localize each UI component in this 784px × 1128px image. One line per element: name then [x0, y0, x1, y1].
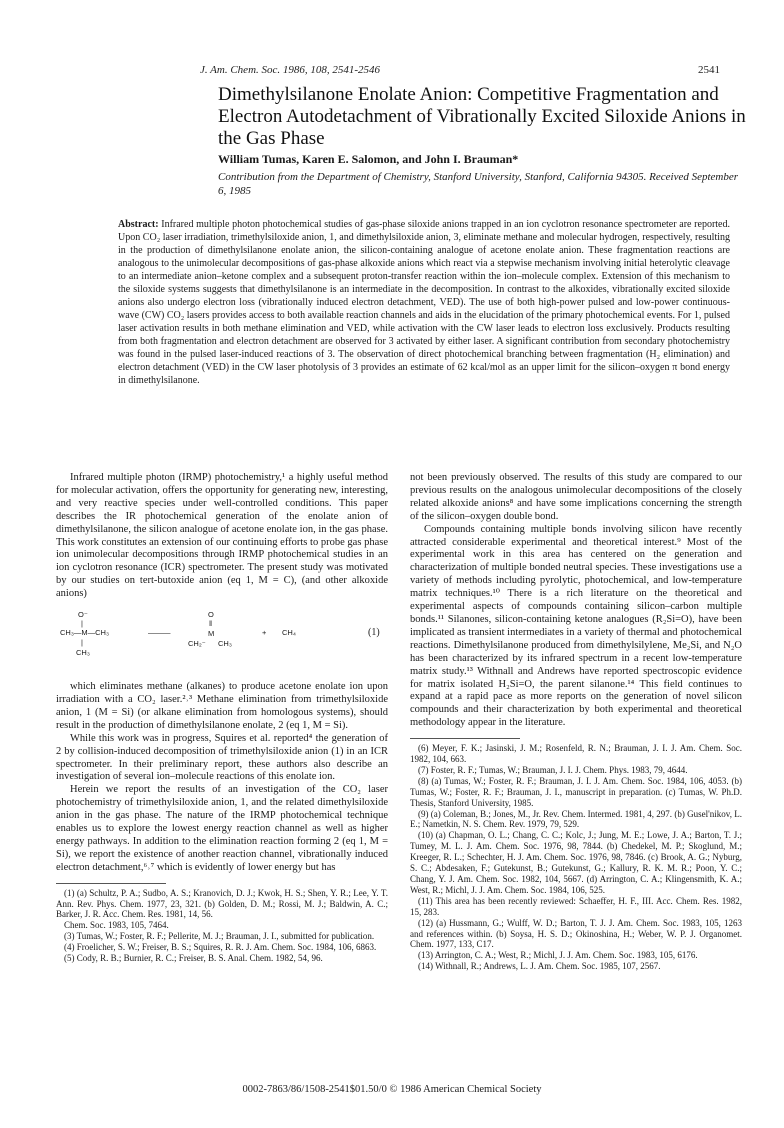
footnote: (10) (a) Chapman, O. L.; Chang, C. C.; Kolc, J.; Jung, M. E.; Lowe, J. A.; Barton, T. J.; Tumey, M. L. J. Am. Chem. Soc. 1976, 98, 7844. (b) Chedekel, M. P.; Skoglund, M.; Kreeger, R. L.; Schechter, H. J. Am. Chem. Soc. 1976, 98, 7846. (c) Brook, A. G.; Nyburg, S. C.; Abdesaken, F.; Gutekunst, B.; Gutekunst, G.; Kallury, R. K. M. R.; Poon, Y. C.; Chang, Y. J. Am. Chem. Soc. 1982, 104, 5667. (d) Arrington, C. A.; Klingensmith, K. A.; West, R.; Michl, J. J. Am. Chem. Soc. 1984, 106, 525.: [410, 830, 742, 895]
paragraph: Infrared multiple photon (IRMP) photochemistry,¹ a highly useful method for molecular activation, offers the opportunity for generating new, interesting, and very reactive species under well-controlled conditions. This paper describes the IR photochemical generation of the enolate anion of dimethylsilanone, the silicon analogue of acetone enolate ion, in the gas phase. This work constitutes an extension of our continuing efforts to probe gas phase ion unimolecular decompositions through IRMP photochemical studies in an ion cyclotron resonance (ICR) spectrometer. The present study was motivated by our studies on tert-butoxide anion (eq 1, M = C), (and other alkoxide anions): [56, 472, 388, 600]
footnote: (1) (a) Schultz, P. A.; Sudbo, A. S.; Kranovich, D. J.; Kwok, H. S.; Shen, Y. R.; Lee, Y. T. Ann. Rev. Phys. Chem. 1977, 23, 321. (b) Golden, D. M.; Rossi, M. J.; Baldwin, A. C.; Barker, J. R. Acc. Chem. Res. 1981, 14, 56.: [56, 887, 388, 920]
abstract-label: Abstract:: [118, 219, 159, 230]
authors: William Tumas, Karen E. Salomon, and John I. Brauman*: [218, 152, 519, 166]
footnote: (9) (a) Coleman, B.; Jones, M., Jr. Rev. Chem. Intermed. 1981, 4, 297. (b) Gusel'nikov, L. E.; Nametkin, N. S. Chem. Rev. 1979, 79, 529.: [410, 808, 742, 830]
footnote: (13) Arrington, C. A.; West, R.; Michl, J. J. Am. Chem. Soc. 1983, 105, 6176.: [418, 950, 698, 961]
eq-left-chain: CH₃—M—CH₃: [60, 628, 110, 638]
copyright-footer: 0002-7863/86/1508-2541$01.50/0 © 1986 American Chemical Society: [242, 1084, 542, 1095]
footnote: Chem. Soc. 1983, 105, 7464.: [64, 920, 169, 931]
eq-number: (1): [368, 627, 380, 639]
paragraph: which eliminates methane (alkanes) to produce acetone enolate ion upon irradiation with a CO₂ laser.²˒³ Methane elimination from trimethylsiloxide anion, 1 (M = Si) (or alkane elimination from homologous systems), should result in the production of dimethylsilanone enolate, 2 (eq 1, M = Si).: [56, 681, 388, 731]
eq-right-left: CH₂⁻: [188, 639, 206, 649]
article-title: Dimethylsilanone Enolate Anion: Competitive Fragmentation and Electron Autodetachment of Vibrationally Excited Siloxide Anions in the Gas Phase: [218, 84, 746, 149]
paragraph: While this work was in progress, Squires et al. reported⁴ the generation of 2 by collision-induced decomposition of trimethylsiloxide anion (1) in an ICR spectrometer. In their preliminary report, these authors also describe an investigation of several ion–molecule reactions of this enolate ion.: [56, 732, 388, 783]
footnote: (12) (a) Hussmann, G.; Wulff, W. D.; Barton, T. J. J. Am. Chem. Soc. 1983, 105, 1263 and references within. (b) Soysa, H. S. D.; Okinoshina, H.; Weber, W. P. J. Organomet. Chem. 1977, 133, C17.: [410, 917, 742, 950]
equation-1: [56, 609, 388, 675]
eq-double-bond: ‖: [209, 619, 213, 629]
footnote: (5) Cody, R. B.; Burnier, R. C.; Freiser, B. S. Anal. Chem. 1982, 54, 96.: [64, 953, 323, 964]
journal-citation: J. Am. Chem. Soc. 1986, 108, 2541-2546: [200, 64, 381, 76]
footnote: (4) Froelicher, S. W.; Freiser, B. S.; Squires, R. R. J. Am. Chem. Soc. 1984, 106, 6863.: [64, 942, 377, 953]
footnote: (11) This area has been recently reviewed: Schaeffer, H. F., III. Acc. Chem. Res. 1982, 15, 283.: [410, 895, 742, 917]
footnotes-left: [56, 888, 388, 964]
footnote-rule: [56, 883, 166, 884]
footnote: (3) Tumas, W.; Foster, R. F.; Pellerite, M. J.; Brauman, J. I., submitted for publication.: [64, 931, 375, 942]
running-head: [200, 64, 720, 76]
left-column: [56, 472, 388, 964]
right-column: [410, 472, 742, 972]
eq-bond-down: |: [81, 638, 83, 648]
footnote: (7) Foster, R. F.; Tumas, W.; Brauman, J. I. J. Chem. Phys. 1983, 79, 4644.: [418, 764, 688, 775]
eq-bond-up: |: [81, 619, 83, 629]
affiliation: Contribution from the Department of Chemistry, Stanford University, Stanford, California 94305. Received September 6, 1985: [218, 171, 739, 197]
footnotes-right: [410, 743, 742, 972]
eq-o-minus: O⁻: [78, 610, 88, 620]
abstract-text: Infrared multiple photon photochemical studies of gas-phase siloxide anions trapped in an ion cyclotron resonance spectrometer are reported. Upon CO₂ laser irradiation, trimethylsiloxide anion, 1, and dimethylsiloxide anion, 3, eliminate methane and molecular hydrogen, respectively, resulting in the production of dimethylsilanone enolate anion, the silicon-containing analogue of acetone enolate anion. These fragmentation reactions are analogous to the unimolecular decompositions of gas-phase alkoxide anions which react via a stepwise mechanism involving initial heterolytic cleavage to an intermediate anion–ketone complex and a subsequent proton-transfer reaction within the ion–molecule complex. Extension of this mechanism to the siloxide systems suggests that dimethylsilanone is an intermediate in the decomposition. In contrast to the alkoxides, vibrationally excited siloxide anions also undergo electron loss (vibrationally induced electron detachment, VED). The use of both high-power pulsed and low-power continuous-wave (CW) CO₂ lasers provides access to both available reaction channels and aids in the elucidation of the primary photochemical events. For 1, pulsed laser activation results in both methane elimination and VED, while activation with the CW laser leads to electron loss exclusively. Products resulting from both fragmentation and electron detachment are observed for 3 activated by either laser. A significant contribution from secondary photochemistry was found in the pulsed laser-induced reactions of 3. The observation of direct photochemical branching between fragmentation (H₂ elimination) and electron detachment (VED) in the CW laser photolysis of 3 provides an estimate of 62 kcal/mol as an upper limit for the silicon–oxygen π bond energy in dimethylsilanone.: [118, 219, 730, 386]
eq-right-core: M: [208, 629, 215, 639]
abstract: [118, 218, 730, 387]
paragraph: Herein we report the results of an investigation of the CO₂ laser photochemistry of trimethylsiloxide anion, 1, and the related dimethylsiloxide anion in the gas phase. The nature of the IRMP photochemical technique enables us to explore the lowest energy reaction channel as well as higher energy pathways. In addition to the elimination reaction forming 2 (eq 1, M = Si), we report the existence of another reaction channel, vibrationally induced electron detachment,⁶˒⁷ which is evidently of lower energy but has: [56, 784, 388, 873]
eq-methane: CH₄: [282, 628, 296, 638]
page-number: 2541: [698, 64, 720, 76]
eq-arrow: ———: [148, 628, 171, 638]
eq-ch3-down: CH₃: [76, 648, 90, 658]
eq-plus: +: [262, 628, 267, 638]
eq-o-top: O: [208, 610, 214, 620]
paragraph: not been previously observed. The results of this study are compared to our previous results on the analogous unimolecular decompositions of the closely related alkoxide anions⁸ and have some implications concerning the strength of the silicon–oxygen double bond.: [410, 472, 742, 522]
eq-right-right: CH₃: [218, 639, 232, 649]
footnote: (8) (a) Tumas, W.; Foster, R. F.; Brauman, J. I. J. Am. Chem. Soc. 1984, 106, 4053. (b) Tumas, W.; Foster, R. F.; Brauman, J. I., manuscript in preparation. (c) Tumas, W. Ph.D. Thesis, Stanford University, 1985.: [410, 775, 742, 808]
footnote: (6) Meyer, F. K.; Jasinski, J. M.; Rosenfeld, R. N.; Brauman, J. I. J. Am. Chem. Soc. 1982, 104, 663.: [410, 743, 742, 765]
paragraph: Compounds containing multiple bonds involving silicon have recently attracted considerable experimental and theoretical interest.⁹ Most of the experimental work in this area has centered on the generation and characterization of multiple bonded neutral species. These investigations use a variety of methods including pyrolytic, photochemical, and low-temperature matrix techniques.¹⁰ There is a rich literature on the theoretical and experimental aspects of compounds containing silicon–carbon multiple bonds.¹¹ Silanones, silicon-containing ketone analogues (R₂Si=O), have been implicated as transient intermediates in a variety of thermal and photochemical reactions. Dimethylsilanone produced from dimethylsilylene, Me₂Si, and N₂O has been characterized by its infrared spectrum in a recent low-temperature matrix study.¹³ Withnall and Andrews have reported spectroscopic evidence for matrix isolated H₂Si=O, the parent silanone.¹⁴ This field continues to expand at a rapid pace as more reports on the generation of novel silicon compounds and their characterization by both experimental and theoretical methodology appear in the literature.: [410, 523, 742, 729]
footnote: (14) Withnall, R.; Andrews, L. J. Am. Chem. Soc. 1985, 107, 2567.: [418, 961, 661, 972]
footnote-rule: [410, 738, 520, 739]
